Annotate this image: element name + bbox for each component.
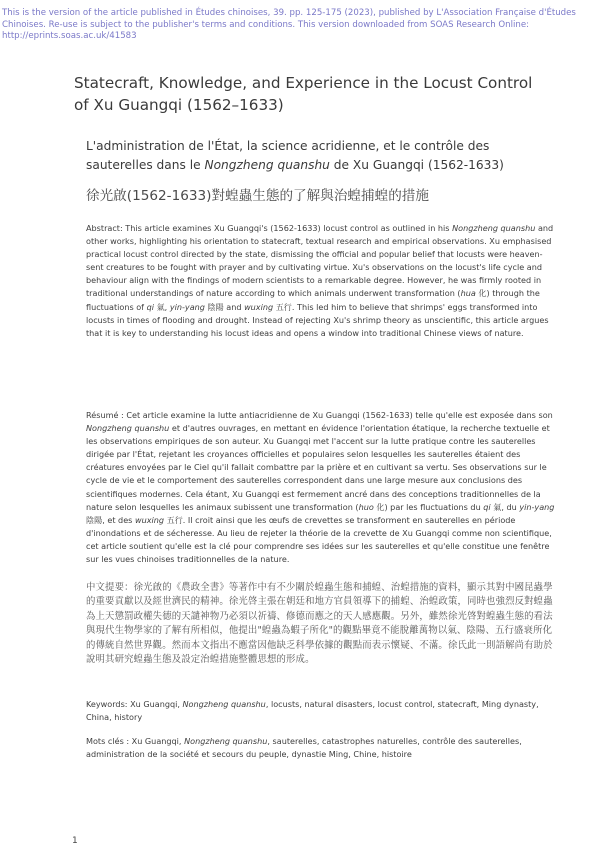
keywords-english — [86, 698, 558, 724]
abstract-en-text-4: 氣, — [154, 301, 170, 312]
abstract-fr-wuxing: wuxing — [134, 514, 165, 525]
french-subtitle-start: L'administration de l'État, la science acridienne, et le contrôle des sauterelles dans le — [86, 139, 490, 172]
abstract-fr-text-5: 陰陽, et des — [86, 514, 135, 525]
french-subtitle-end: de Xu Guangqi (1562-1633) — [329, 158, 504, 172]
abstract-fr-yinyang: yin-yang — [519, 501, 555, 512]
abstract-french — [86, 409, 558, 566]
article-title: Statecraft, Knowledge, and Experience in the Locust Control of Xu Guangqi (1562–1633) — [74, 74, 533, 114]
abstract-fr-text-6: 五行. Il croit ainsi que les œufs de crevettes se transforment en sauterelles en période d'inondations et de sécheresse. Au lieu de rejeter la théorie de la crevette de Xu Guangqi comme non scientifique, cet article soutient qu'elle est la clé pour comprendre ses idées sur les sauterelles et qu'elle constitue une fenêtre sur les vues chinoises traditionnelles de la nature. — [86, 514, 552, 565]
abstract-fr-text-3: 化) par les fluctuations du — [373, 501, 484, 512]
abstract-en-italic-title: Nongzheng quanshu — [452, 223, 536, 233]
french-subtitle-italic: Nongzheng quanshu — [204, 158, 330, 172]
abstract-fr-text-2: et d'autres ouvrages, en mettant en évidence l'orientation étatique, la recherche textuelle et les observations empiriques de son auteur. Xu Guangqi met l'accent sur la lutte pratique contre les sauterelles dirigée par l'État, rejetant les croyances officielles et populaires selon lesquelles les sauterelles étaient des créatures envoyées par le Ciel qu'il fallait combattre par la prière et en cultivant sa vertu. Ses observations sur le cycle de vie et le comportement des sauterelles correspondent dans une large mesure aux conclusions des scientifiques modernes. Cela étant, Xu Guangqi est fermement ancré dans des conceptions traditionnelles de la nature selon lesquelles les animaux subissent une transformation ( — [86, 423, 550, 512]
chinese-subtitle: 徐光啟(1562-1633)對蝗蟲生態的了解與治蝗捕蝗的措施 — [86, 188, 429, 204]
abstract-en-qi: qi — [146, 301, 154, 312]
abstract-fr-italic-title: Nongzheng quanshu — [86, 423, 170, 434]
motscles-label: Mots clés : Xu Guangqi, — [86, 736, 185, 746]
abstract-en-yinyang: yin-yang — [169, 301, 205, 312]
motscles-list: , sauterelles, catastrophes naturelles, contrôle des sauterelles, administration de la société et secours du peuple, dynastie Ming, Chine, histoire — [86, 736, 522, 760]
abstract-english — [86, 222, 558, 340]
abstract-en-text-6: 五行. This led him to believe that shrimps' eggs transformed into locusts in times of flooding and drought. Instead of rejecting Xu's shrimp theory as unscientific, this article argues that it is key to understanding his locust ideas and opens a window into traditional Chinese views of nature. — [86, 301, 549, 338]
abstract-fr-text-4: 氣, du — [490, 501, 520, 512]
keywords-list: , locusts, natural disasters, locust control, statecraft, Ming dynasty, China, history — [86, 699, 539, 723]
publisher-notice: This is the version of the article published in Études chinoises, 39. pp. 125-175 (2023), published by L'Association Française d'Études Chinoises. Re-use is subject to the publisher's terms and conditions. This version downloaded from SOAS Research Online: http://eprints.soas.ac.uk/41583 — [2, 8, 576, 41]
abstract-en-text-5: 陰陽 and — [204, 301, 245, 312]
abstract-fr-text-1: Résumé : Cet article examine la lutte antiacridienne de Xu Guangqi (1562-1633) telle qu'elle est exposée dans son — [86, 410, 553, 420]
abstract-en-text-3: 化) through the fluctuations of — [86, 288, 540, 312]
motscles-italic: Nongzheng quanshu — [184, 736, 268, 746]
abstract-en-huo: hua — [460, 288, 476, 299]
abstract-chinese: 中文提要：徐光啟的《農政全書》等著作中有不少關於蝗蟲生態和捕蝗、治蝗措施的資料，顯示其對中國昆蟲學的重要貢獻以及經世濟民的精神。徐光啓主張在朝廷和地方官員領導下的捕蝗、治蝗政策，同時也強烈反對蝗蟲為上天懲罰政權失德的天譴神物乃必須以祈禱、修德而應之的天人感應觀。另外，雖然徐光啓對蝗蟲生態的看法與現代生物學家的了解有所相似，他提出"蝗蟲為蝦子所化"的觀點畢竟不能脫離萬物以氣、陰陽、五行盛衰所化的傳統自然世界觀。然而本文指出不應當因他缺乏科學依據的觀點而表示懷疑、不滿。徐氏此一則語解尚有助於說明其研究蝗蟲生態及設定治蝗措施整體思想的形成。 — [86, 582, 553, 666]
abstract-en-wuxing: wuxing — [244, 301, 274, 312]
page-number: 1 — [72, 836, 78, 846]
abstract-fr-huo: huo — [358, 501, 374, 512]
abstract-fr-qi: qi — [483, 501, 491, 512]
french-subtitle — [86, 137, 556, 175]
abstract-en-text-2: and other works, highlighting his orientation to statecraft, textual research and empirical observations. Xu emphasised practical locust control directed by the state, dismissing the official and popular belief that locusts were heaven-sent creatures to be fought with prayer and by cultivating virtue. Xu's observations on the locust's life cycle and behaviour align with the findings of modern scientists to a remarkable degree. However, he was firmly rooted in traditional understandings of nature according to which animals underwent transformation ( — [86, 223, 554, 299]
keywords-french — [86, 735, 558, 761]
abstract-en-text-1: Abstract: This article examines Xu Guangqi's (1562-1633) locust control as outlined in his — [86, 223, 453, 233]
keywords-italic: Nongzheng quanshu — [182, 699, 266, 709]
keywords-label: Keywords: Xu Guangqi, — [86, 699, 183, 709]
